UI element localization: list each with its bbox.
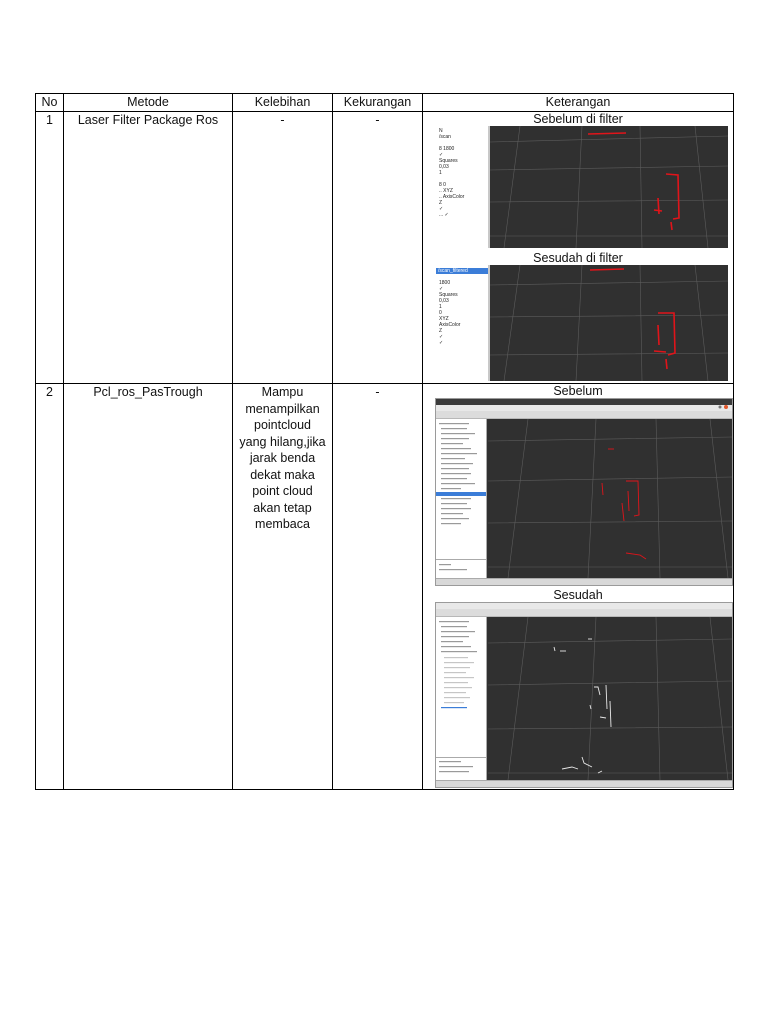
white-point-cloud	[554, 639, 611, 773]
table-row	[36, 384, 734, 790]
window-titlebar	[436, 399, 732, 405]
property-value: ✓	[439, 286, 444, 292]
property-value: .. XYZ	[439, 188, 453, 194]
rviz-properties-panel	[436, 265, 488, 381]
property-value: 1	[439, 304, 442, 310]
window-toolbar	[436, 411, 732, 419]
figure-caption-sesudah: Sesudah	[553, 588, 603, 602]
comparison-table	[35, 93, 734, 790]
property-value: /scan	[439, 134, 451, 140]
property-value: XYZ	[439, 316, 449, 322]
rviz-window-sebelum	[435, 398, 733, 586]
property-value: 8 1800	[439, 146, 455, 152]
window-statusbar	[436, 780, 732, 787]
property-value: 0,03	[439, 164, 449, 170]
red-point-cloud	[588, 133, 679, 230]
table-header-row	[36, 94, 734, 112]
property-value: ✓	[439, 152, 444, 158]
rviz-3d-view	[487, 419, 732, 578]
header-no: No	[36, 94, 64, 112]
rviz-3d-view	[490, 126, 728, 248]
row2-no: 2	[36, 384, 64, 790]
rviz-3d-view	[487, 617, 732, 780]
row2-kelebihan: Mampu menampilkan pointcloud yang hilang,jika jarak benda dekat maka point cloud akan tetap membaca	[239, 385, 326, 531]
row2-keterangan	[423, 384, 734, 790]
rviz-screenshot-before-filter	[436, 126, 728, 248]
row1-kekurangan: -	[333, 112, 423, 384]
property-value: ... ✓	[439, 212, 449, 218]
window-toolbar	[436, 609, 732, 617]
property-value: N	[439, 128, 443, 134]
property-value: 1	[439, 170, 442, 176]
row2-metode: Pcl_ros_PasTrough	[64, 384, 233, 790]
row1-metode: Laser Filter Package Ros	[64, 112, 233, 384]
property-value: 8 0	[439, 182, 446, 188]
rviz-window-sesudah	[435, 602, 733, 788]
rviz-screenshot-after-filter	[436, 265, 728, 381]
pointcloud-plot	[488, 419, 732, 578]
red-point-cloud	[602, 449, 646, 559]
property-value: AxisColor	[439, 322, 461, 328]
property-value: Squares	[439, 158, 458, 164]
row1-kelebihan: -	[233, 112, 333, 384]
figure-caption-after-filter: Sesudah di filter	[533, 251, 623, 265]
laser-scan-plot	[490, 126, 728, 248]
property-value: .. AxisColor	[439, 194, 465, 200]
selected-topic[interactable]: /scan_filtered	[436, 268, 488, 274]
figure-caption-before-filter: Sebelum di filter	[533, 112, 623, 126]
property-value: Squares	[439, 292, 458, 298]
window-statusbar	[436, 578, 732, 585]
property-value: 0,03	[439, 298, 449, 304]
displays-panel	[436, 617, 487, 780]
header-kelebihan: Kelebihan	[233, 94, 333, 112]
property-value: Z	[439, 200, 443, 206]
property-value: ✓	[439, 206, 444, 212]
rviz-properties-panel	[436, 126, 488, 250]
displays-panel	[436, 419, 487, 578]
row1-no: 1	[36, 112, 64, 384]
property-value: 1800	[439, 280, 451, 286]
rviz-3d-view	[490, 265, 728, 381]
laser-scan-plot	[490, 265, 728, 381]
property-value: Z	[439, 328, 443, 334]
pointcloud-plot	[488, 617, 732, 780]
header-metode: Metode	[64, 94, 233, 112]
header-kekurangan: Kekurangan	[333, 94, 423, 112]
row2-kekurangan: -	[333, 384, 423, 790]
property-value: ✓	[439, 340, 444, 346]
table-row	[36, 112, 734, 384]
property-value: ✓	[439, 334, 444, 340]
rviz-window-icon	[436, 404, 732, 410]
property-value: 0	[439, 310, 442, 316]
row1-keterangan	[423, 112, 734, 384]
header-keterangan: Keterangan	[423, 94, 734, 112]
figure-caption-sebelum: Sebelum	[553, 384, 603, 398]
